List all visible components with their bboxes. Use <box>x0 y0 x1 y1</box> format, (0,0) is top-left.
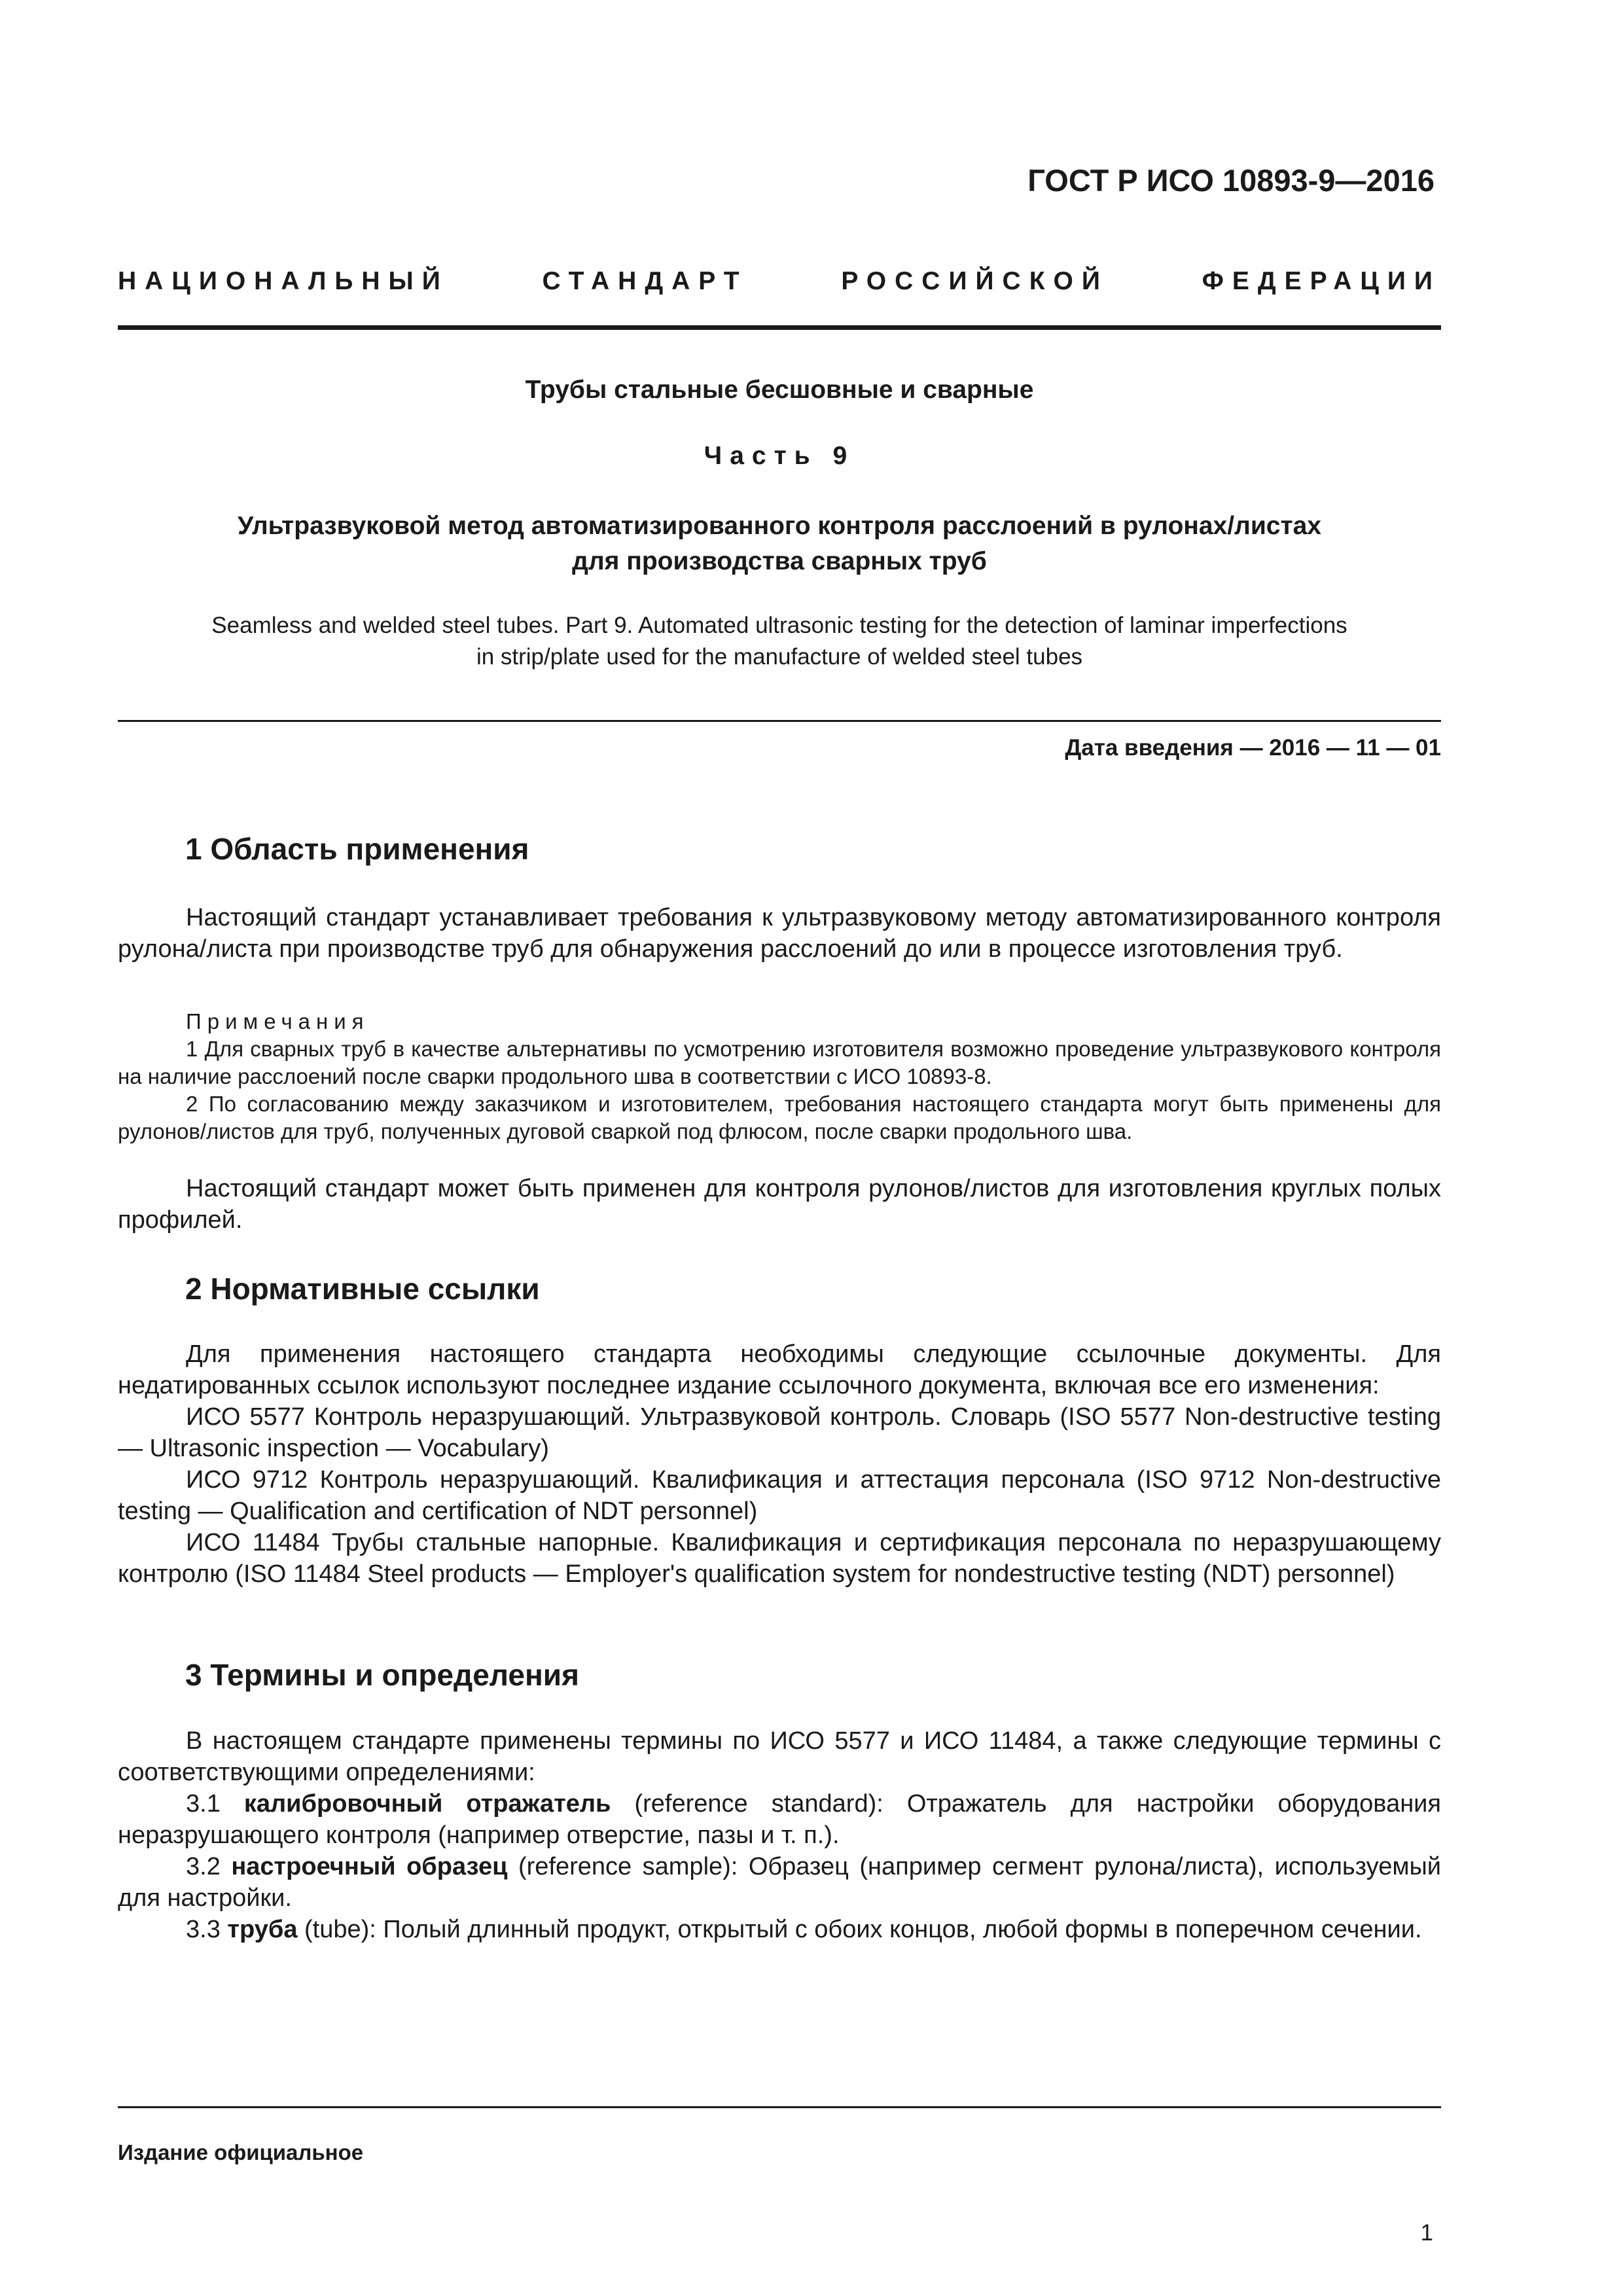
notes-title: Примечания <box>186 1009 370 1033</box>
term-definition: (reference standard): Отражатель для настройки оборудования неразрушающего контроля (например отверстие, пазы и т. п.). <box>118 1790 1441 1849</box>
english-title-line: Seamless and welded steel tubes. Part 9. Automated ultrasonic testing for the detection of laminar imperfections <box>211 613 1347 638</box>
section-1-notes <box>118 1008 1441 1145</box>
header-divider <box>118 325 1441 330</box>
national-word: ФЕДЕРАЦИИ <box>1202 267 1441 295</box>
section-3-heading: 3 Термины и определения <box>185 1658 579 1692</box>
note-item: 1 Для сварных труб в качестве альтернативы по усмотрению изготовителя возможно проведение ультразвукового контроля на наличие расслоений после сварки продольного шва в соответствии с ИСО 10893-8. <box>118 1037 1441 1088</box>
term-number: 3.3 <box>186 1916 221 1943</box>
reference-item: ИСО 9712 Контроль неразрушающий. Квалификация и аттестация персонала (ISO 9712 Non-destructive testing — Qualification and certification of NDT personnel) <box>118 1466 1441 1525</box>
document-number: ГОСТ Р ИСО 10893-9—2016 <box>1027 163 1435 198</box>
part-title: Часть 9 <box>704 442 855 470</box>
page-number: 1 <box>1420 2220 1433 2246</box>
section-3-body <box>118 1725 1441 1945</box>
paragraph: В настоящем стандарте применены термины по ИСО 5577 и ИСО 11484, а также следующие термины с соответствующими определениями: <box>118 1727 1441 1786</box>
footer-divider <box>118 2106 1441 2108</box>
term-number: 3.1 <box>186 1790 221 1818</box>
english-title <box>118 610 1441 673</box>
national-word: НАЦИОНАЛЬНЫЙ <box>118 267 449 295</box>
term-name: калибровочный отражатель <box>243 1790 611 1818</box>
paragraph: Настоящий стандарт устанавливает требования к ультразвуковому методу автоматизированного контроля рулона/листа при производстве труб для обнаружения расслоений до или в процессе изготовления труб. <box>118 904 1441 963</box>
reference-item: ИСО 5577 Контроль неразрушающий. Ультразвуковой контроль. Словарь (ISO 5577 Non-destructive testing — Ultrasonic inspection — Vocabulary) <box>118 1403 1441 1462</box>
title-divider <box>118 720 1441 722</box>
term-name: труба <box>227 1916 298 1943</box>
term-item <box>118 1914 1441 1945</box>
section-1-para-1 <box>118 902 1441 965</box>
term-item <box>118 1851 1441 1914</box>
general-title: Трубы стальные бесшовные и сварные <box>525 376 1034 404</box>
reference-item: ИСО 11484 Трубы стальные напорные. Квалификация и сертификация персонала по неразрушающему контролю (ISO 11484 Steel products — Employer's qualification system for nondestructive testing (NDT) personnel) <box>118 1529 1441 1588</box>
term-item <box>118 1788 1441 1851</box>
introduction-date: Дата введения — 2016 — 11 — 01 <box>1065 735 1441 761</box>
note-item: 2 По согласованию между заказчиком и изготовителем, требования настоящего стандарта могут быть применены для рулонов/листов для труб, полученных дуговой сваркой под флюсом, после сварки продольного шва. <box>118 1092 1441 1143</box>
term-definition: (reference sample): Образец (например сегмент рулона/листа), используемый для настройки. <box>118 1853 1442 1912</box>
term-name: настроечный образец <box>231 1853 508 1880</box>
section-2-body <box>118 1338 1441 1590</box>
paragraph: Для применения настоящего стандарта необходимы следующие ссылочные документы. Для недатированных ссылок используют последнее издание ссылочного документа, включая все его изменения: <box>118 1340 1441 1399</box>
national-word: РОССИЙСКОЙ <box>841 267 1109 295</box>
paragraph: Настоящий стандарт может быть применен для контроля рулонов/листов для изготовления круглых полых профилей. <box>118 1175 1441 1234</box>
section-2-heading: 2 Нормативные ссылки <box>185 1272 540 1306</box>
section-1-para-2 <box>118 1173 1441 1236</box>
national-standard-heading <box>118 267 1441 296</box>
term-number: 3.2 <box>186 1853 221 1880</box>
main-title-line: для производства сварных труб <box>572 547 987 575</box>
term-definition: (tube): Полый длинный продукт, открытый с обоих концов, любой формы в поперечном сечении. <box>304 1916 1422 1943</box>
english-title-line: in strip/plate used for the manufacture of welded steel tubes <box>476 644 1083 670</box>
section-1-heading: 1 Область применения <box>185 832 529 866</box>
official-edition-label: Издание официальное <box>118 2140 364 2164</box>
main-title-line: Ультразвуковой метод автоматизированного контроля расслоений в рулонах/листах <box>238 512 1321 540</box>
national-word: СТАНДАРТ <box>542 267 748 295</box>
main-title <box>118 509 1441 579</box>
